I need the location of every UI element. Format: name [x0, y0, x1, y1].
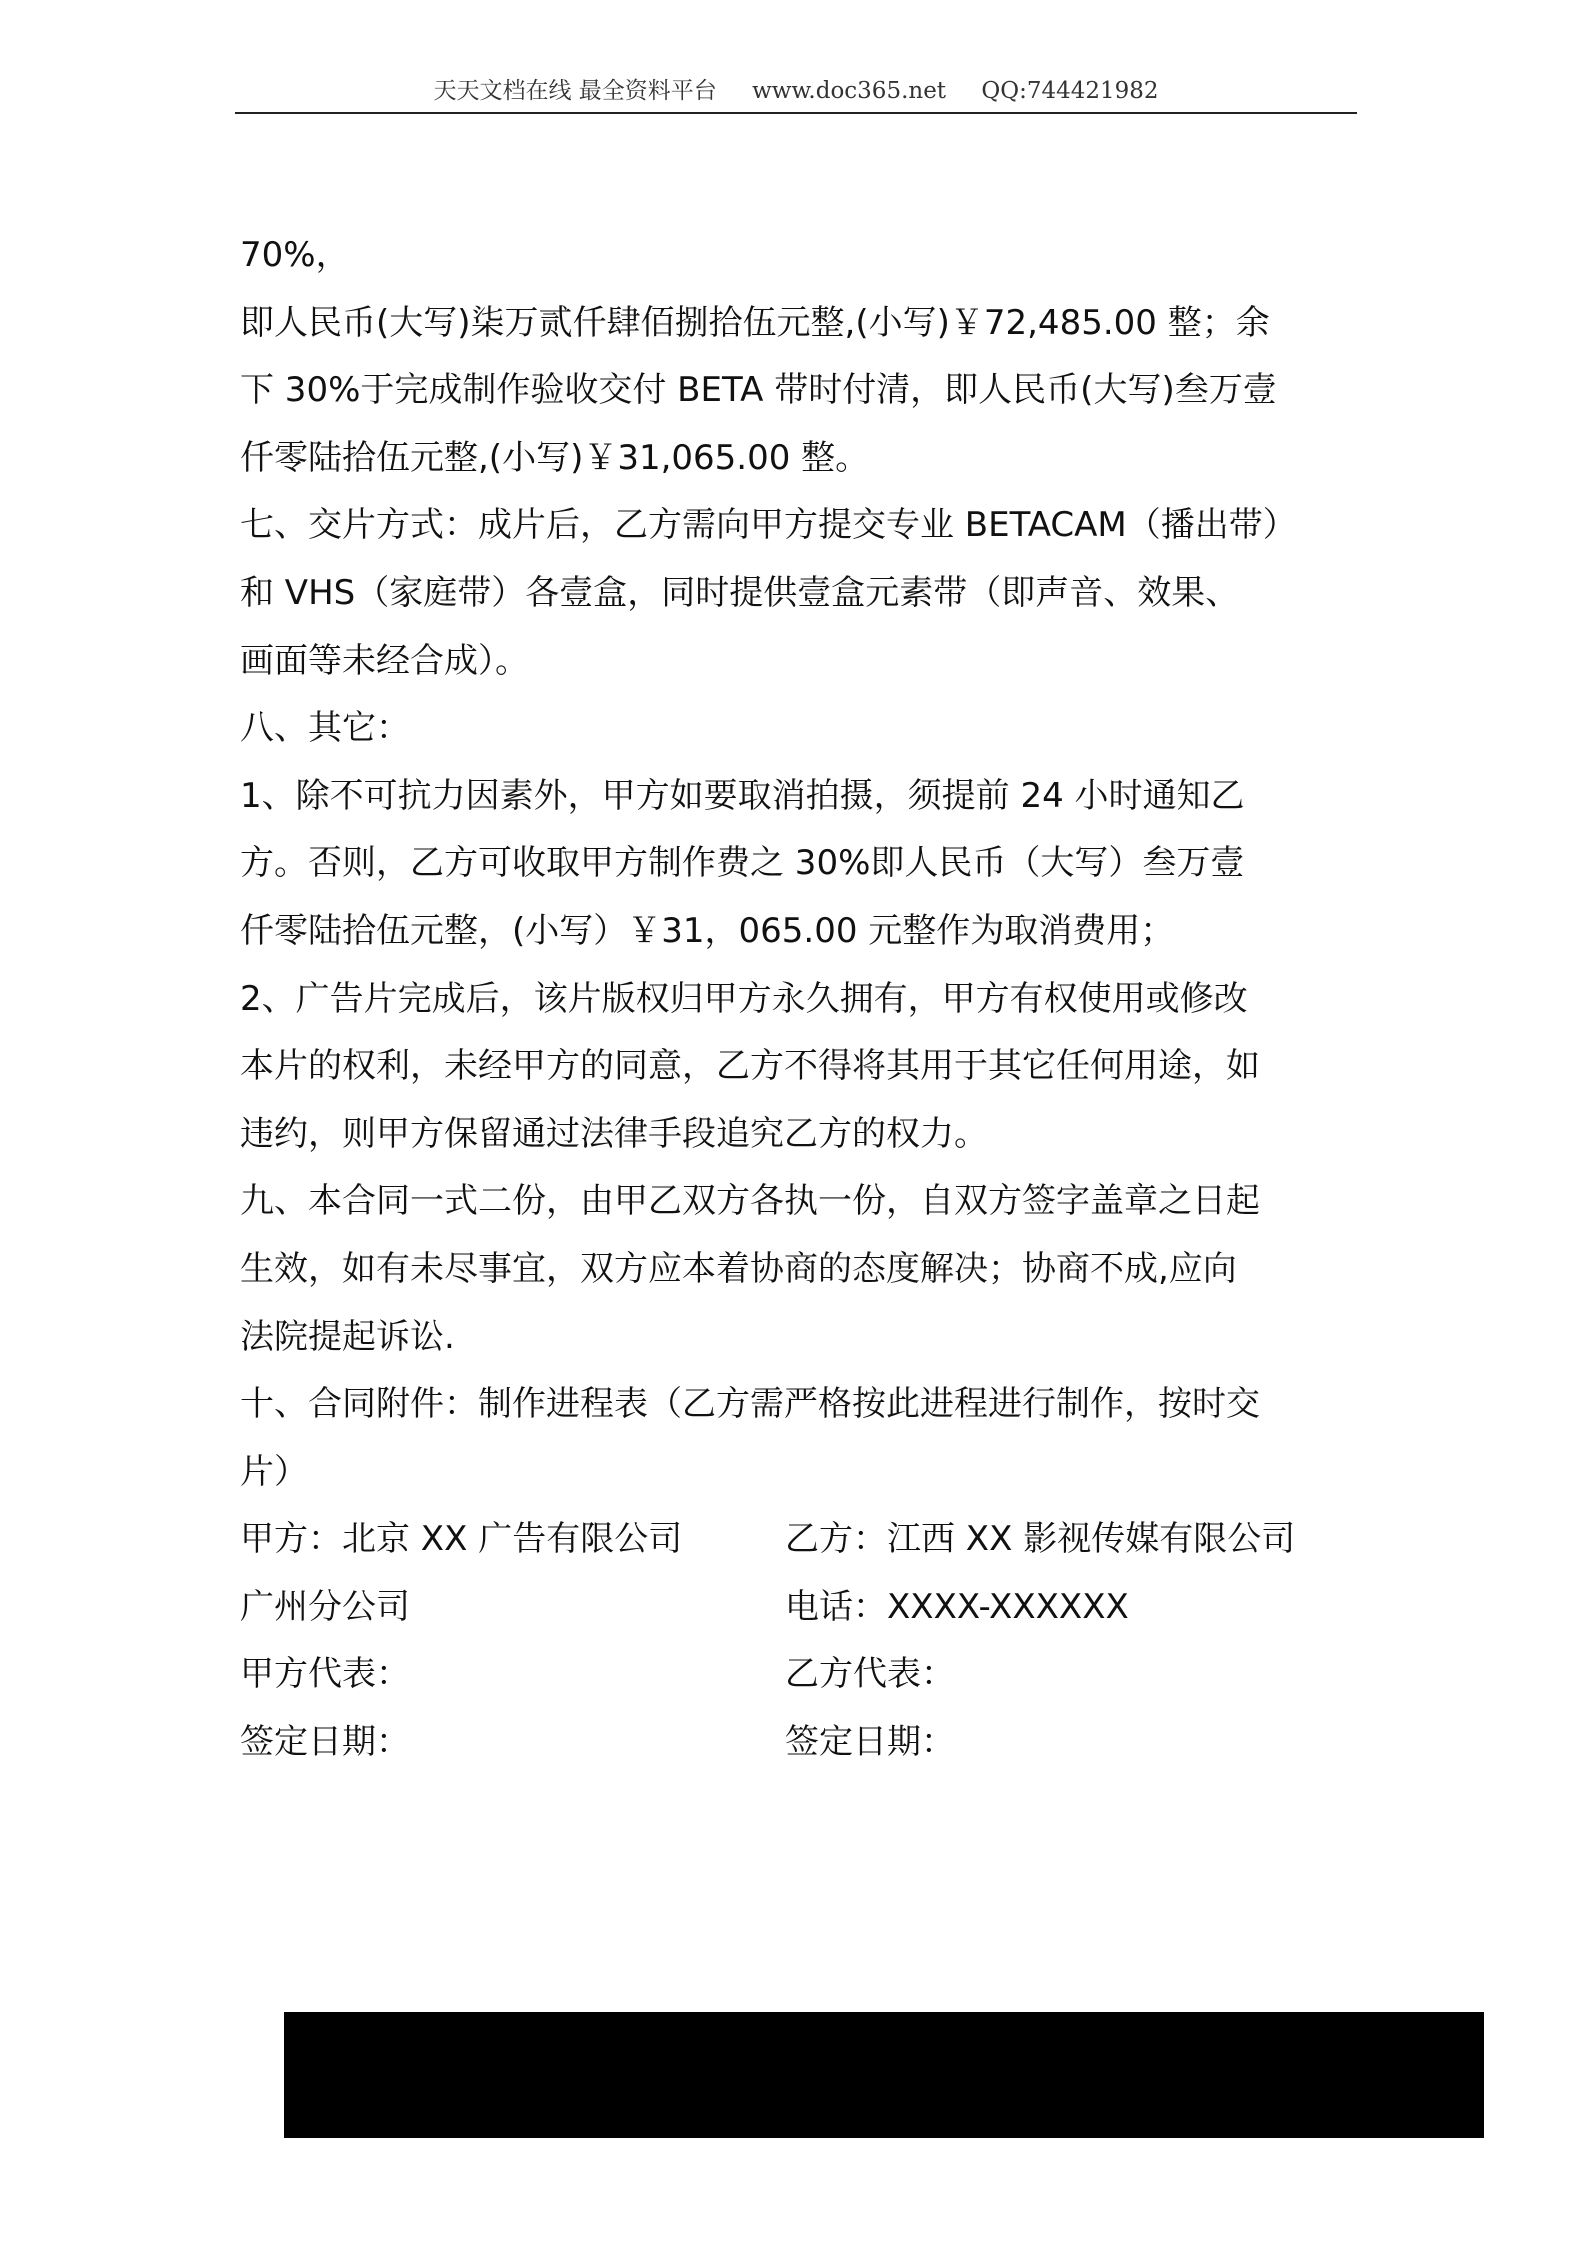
text-line: 70%，: [240, 235, 350, 275]
header-site-name: 天天文档在线 最全资料平台: [433, 78, 717, 104]
contract-body: [240, 222, 1360, 1777]
party-a-representative: 甲方代表：: [240, 1654, 410, 1695]
party-b-sign-date: 签定日期：: [785, 1722, 955, 1763]
text-line: 2、广告片完成后，该片版权归甲方永久拥有，甲方有权使用或修改: [240, 978, 1248, 1019]
party-a-name: 甲方：北京 XX 广告有限公司: [240, 1519, 683, 1560]
text-line: 仟零陆拾伍元整,(小写)￥31,065.00 整。: [240, 437, 870, 478]
signature-row: [240, 1574, 1360, 1642]
text-line: 1、除不可抗力因素外，甲方如要取消拍摄，须提前 24 小时通知乙: [240, 775, 1245, 816]
text-line: 画面等未经合成）。: [240, 640, 529, 681]
party-b-phone: 电话：XXXX-XXXXXX: [785, 1586, 1129, 1627]
party-a-sign-date: 签定日期：: [240, 1722, 410, 1763]
page-header: [235, 70, 1357, 114]
text-line: 即人民币(大写)柒万贰仟肆佰捌拾伍元整,(小写)￥72,485.00 整；余: [240, 302, 1270, 343]
text-line: 和 VHS（家庭带）各壹盒，同时提供壹盒元素带（即声音、效果、: [240, 572, 1240, 613]
text-line: 方。否则，乙方可收取甲方制作费之 30%即人民币（大写）叁万壹: [240, 843, 1245, 884]
party-a-branch: 广州分公司: [240, 1586, 410, 1627]
text-line: 违约，则甲方保留通过法律手段追究乙方的权力。: [240, 1113, 988, 1154]
text-line: 九、本合同一式二份，由甲乙双方各执一份，自双方签字盖章之日起: [240, 1181, 1260, 1222]
text-line: 八、其它：: [240, 708, 410, 749]
header-qq: QQ:744421982: [981, 78, 1159, 104]
header-url[interactable]: www.doc365.net: [752, 78, 947, 104]
party-b-representative: 乙方代表：: [785, 1654, 955, 1695]
party-b-name: 乙方：江西 XX 影视传媒有限公司: [785, 1519, 1296, 1560]
text-line: 本片的权利，未经甲方的同意，乙方不得将其用于其它任何用途，如: [240, 1046, 1260, 1087]
text-line: 仟零陆拾伍元整，(小写）￥31，065.00 元整作为取消费用；: [240, 910, 1175, 951]
text-line: 下 30%于完成制作验收交付 BETA 带时付清，即人民币(大写)叁万壹: [240, 370, 1277, 411]
text-line: 生效，如有未尽事宜，双方应本着协商的态度解决；协商不成,应向: [240, 1248, 1237, 1289]
text-line: 十、合同附件：制作进程表（乙方需严格按此进程进行制作，按时交: [240, 1384, 1260, 1425]
signature-row: [240, 1641, 1360, 1709]
text-line: 七、交片方式：成片后，乙方需向甲方提交专业 BETACAM（播出带）: [240, 505, 1297, 546]
signature-row: [240, 1506, 1360, 1574]
text-line: 片）: [240, 1451, 308, 1492]
text-line: 法院提起诉讼.: [240, 1316, 455, 1357]
signature-row: [240, 1709, 1360, 1777]
redaction-block: [284, 2012, 1484, 2138]
